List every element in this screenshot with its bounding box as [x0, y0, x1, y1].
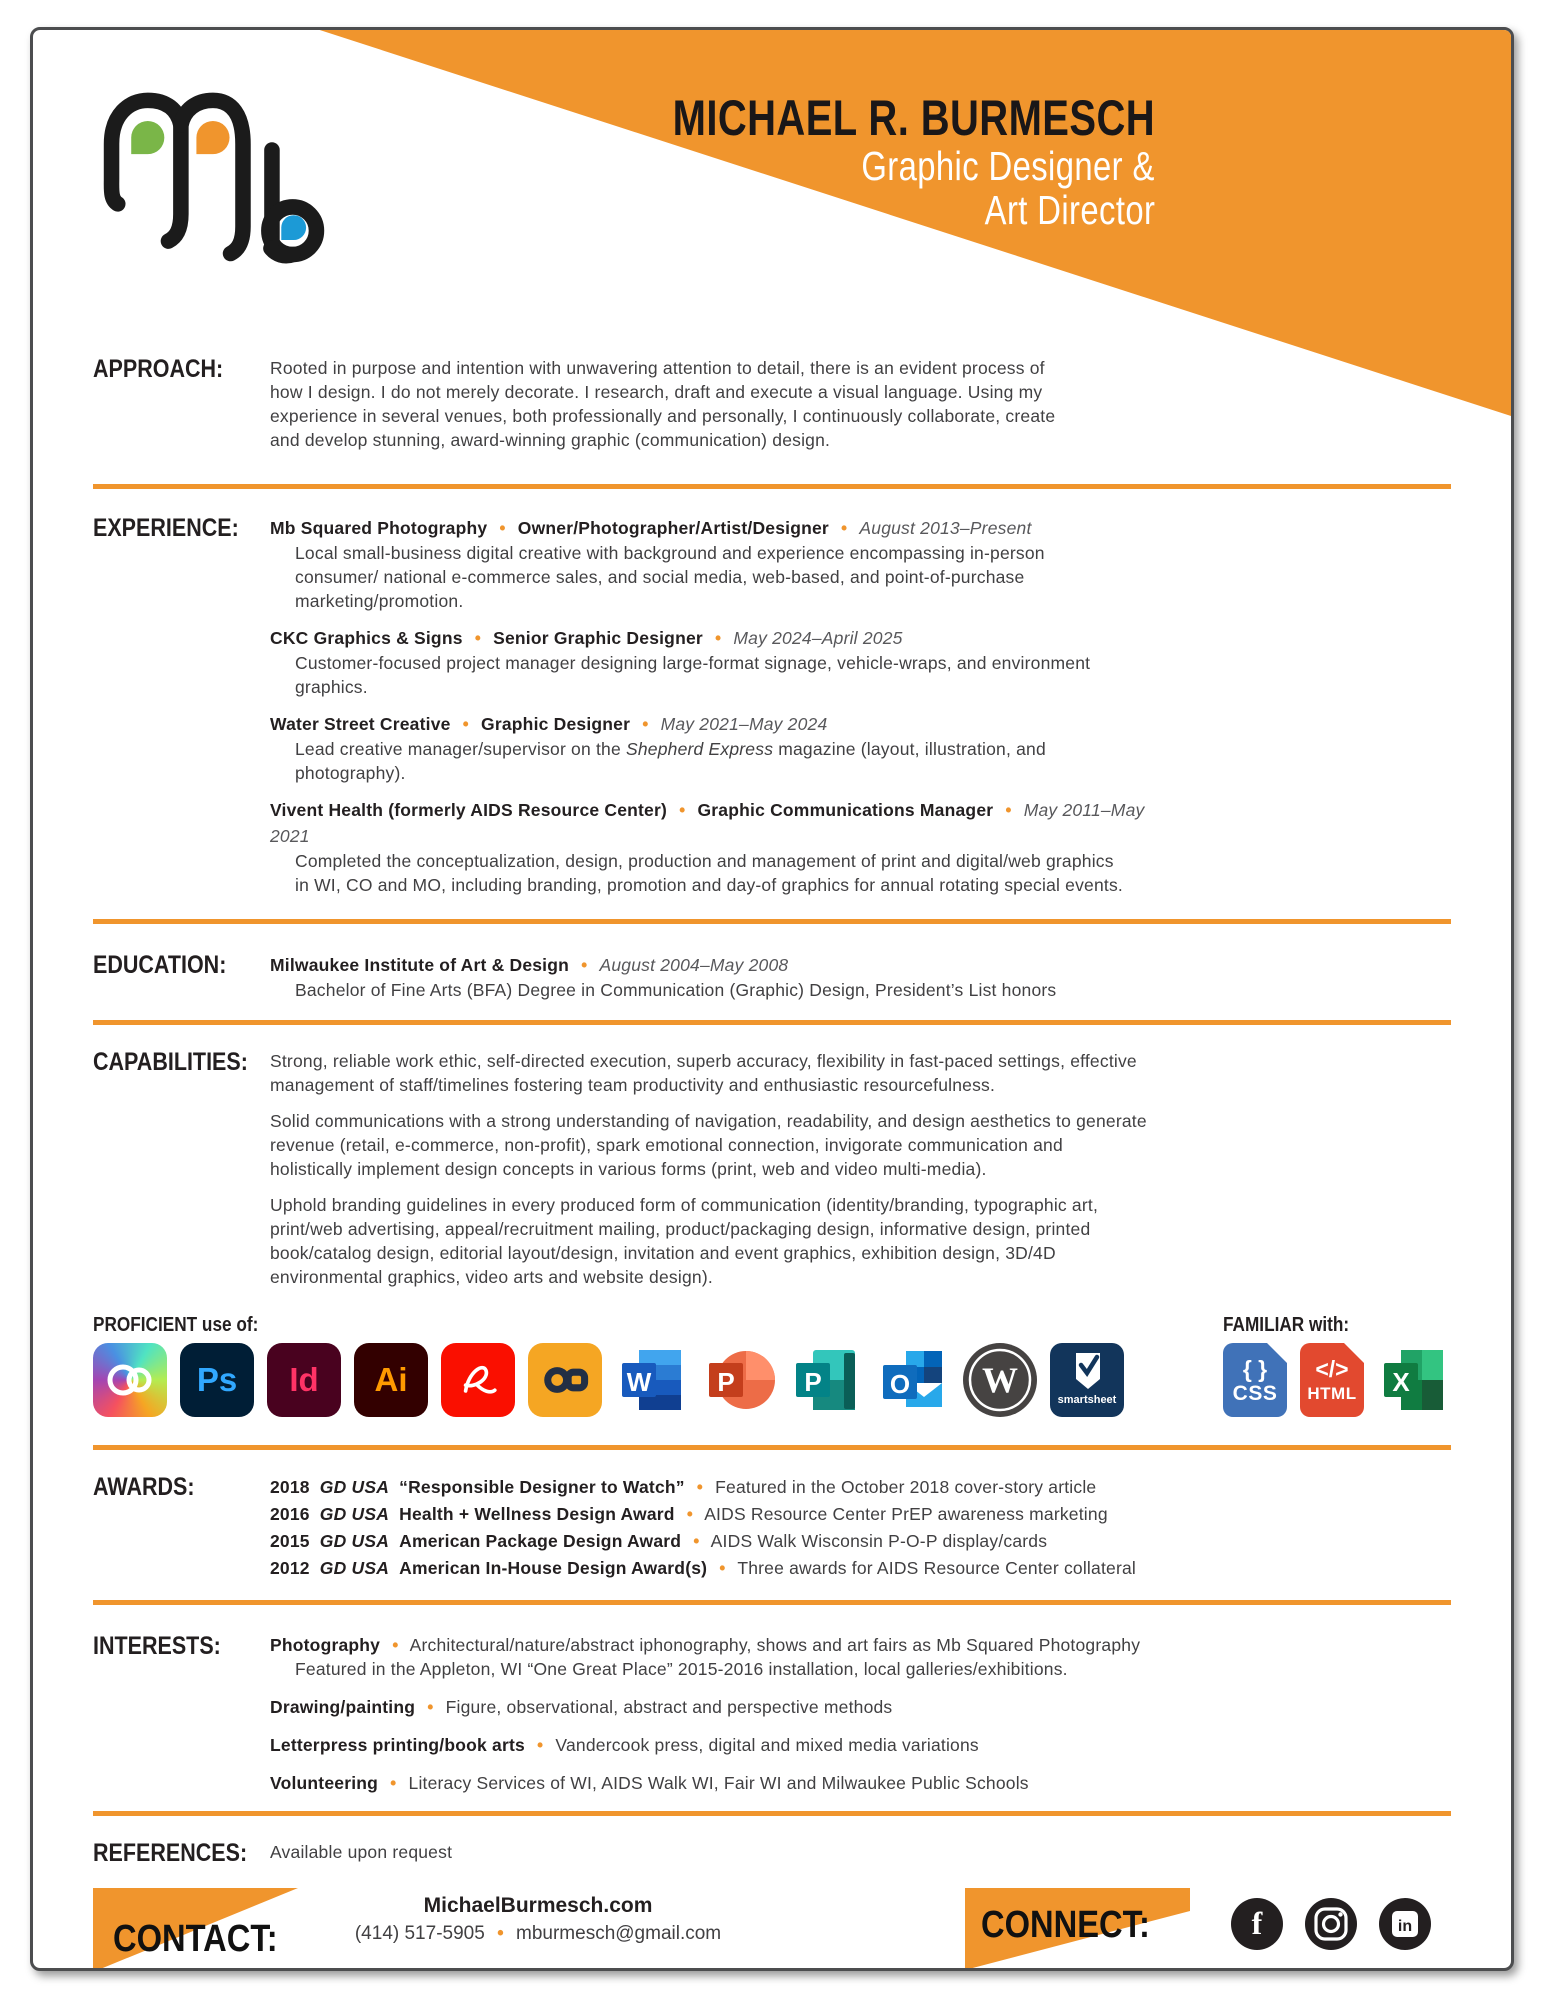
job-header — [270, 797, 1150, 849]
section-divider — [93, 1600, 1451, 1605]
references-heading: REFERENCES: — [93, 1839, 248, 1867]
bullet-separator — [697, 1477, 703, 1497]
bullet-separator — [499, 518, 505, 538]
section-approach — [93, 356, 1451, 452]
contact-info — [323, 1892, 753, 1948]
bullet-separator — [693, 1531, 699, 1551]
award-item — [270, 1501, 1451, 1528]
connect-heading: CONNECT: — [981, 1904, 1150, 1946]
section-capabilities — [93, 1049, 1451, 1301]
experience-item — [270, 711, 1150, 785]
acrobat-icon — [441, 1343, 515, 1417]
award-desc: Featured in the October 2018 cover-story article — [715, 1477, 1097, 1497]
svg-text:P: P — [717, 1367, 735, 1397]
excel-icon — [1377, 1343, 1451, 1417]
award-title: American In-House Design Award(s) — [399, 1558, 708, 1578]
section-references — [93, 1840, 1451, 1866]
person-name: MICHAEL R. BURMESCH — [672, 90, 1155, 146]
job-role: Senior Graphic Designer — [493, 628, 703, 648]
award-item — [270, 1474, 1451, 1501]
section-divider — [93, 1445, 1451, 1450]
proficient-label: PROFICIENT use of: — [93, 1314, 259, 1336]
award-org: GD USA — [319, 1558, 390, 1578]
adobe-creative-cloud-icon — [93, 1343, 167, 1417]
bullet-separator — [719, 1558, 725, 1578]
software-tools-band — [93, 1313, 1451, 1417]
award-org: GD USA — [319, 1531, 390, 1551]
bullet-separator — [687, 1504, 693, 1524]
powerpoint-icon — [702, 1343, 776, 1417]
degree-description: Bachelor of Fine Arts (BFA) Degree in Communication (Graphic) Design, President’s List honors — [295, 980, 1057, 1000]
section-divider — [93, 1811, 1451, 1816]
interest-line — [270, 1633, 1150, 1657]
award-title: Health + Wellness Design Award — [399, 1504, 675, 1524]
award-desc: Three awards for AIDS Resource Center collateral — [737, 1558, 1136, 1578]
indesign-icon: Id — [267, 1343, 341, 1417]
award-title: American Package Design Award — [399, 1531, 682, 1551]
interest-item — [270, 1733, 1150, 1757]
interest-item — [270, 1633, 1150, 1681]
capabilities-paragraph: Uphold branding guidelines in every produced form of communication (identity/branding, typographic art, print/web advertising, appeal/recruitment mailing, product/packaging design, informative design, printed book/catalog design, editorial layout/design, invitation and event graphics, exhibition design, 3D/4D environmental graphics, video arts and website design). — [270, 1195, 1099, 1287]
award-year: 2016 — [270, 1504, 310, 1524]
capabilities-paragraph: Solid communications with a strong understanding of navigation, readability, and design aesthetics to generate revenue (retail, e-commerce, non-profit), spark emotional connection, invigorate communication and holistically implement design concepts in various forms (print, web and video multi-media). — [270, 1111, 1147, 1179]
phone-number[interactable]: (414) 517-5905 — [354, 1923, 485, 1944]
experience-item — [270, 515, 1150, 613]
social-links — [1231, 1898, 1431, 1950]
job-dates: May 2011–May 2021 — [270, 800, 1145, 846]
bullet-separator — [463, 714, 469, 734]
proficient-group — [93, 1313, 1124, 1417]
job-dates: May 2021–May 2024 — [660, 714, 828, 734]
svg-text:W: W — [626, 1367, 652, 1397]
linkedin-icon[interactable] — [1379, 1898, 1431, 1950]
familiar-group — [1223, 1313, 1451, 1417]
interest-name: Photography — [270, 1635, 381, 1655]
job-role: Graphic Designer — [481, 714, 631, 734]
job-dates: May 2024–April 2025 — [733, 628, 903, 648]
job-company: Vivent Health (formerly AIDS Resource Center) — [270, 800, 668, 820]
capabilities-paragraph: Strong, reliable work ethic, self-directed execution, superb accuracy, flexibility in fast-paced settings, effective management of staff/timelines fostering team productivity and enthusiastic resourcefulness. — [270, 1051, 1137, 1095]
bullet-separator — [679, 800, 685, 820]
award-year: 2012 — [270, 1558, 310, 1578]
svg-text:O: O — [889, 1369, 911, 1399]
award-item — [270, 1555, 1451, 1582]
photoshop-icon: Ps — [180, 1343, 254, 1417]
instagram-icon[interactable] — [1305, 1898, 1357, 1950]
capabilities-text — [270, 1049, 1150, 1301]
experience-heading: EXPERIENCE: — [93, 514, 239, 542]
job-company: Water Street Creative — [270, 714, 451, 734]
job-description: Lead creative manager/supervisor on the Shepherd Express magazine (layout, illustration, and photography). — [295, 739, 1046, 783]
css-icon: { } CSS — [1223, 1343, 1287, 1417]
job-description: Completed the conceptualization, design, production and management of print and digital/web graphics in WI, CO and MO, including branding, promotion and day-of graphics for annual rotating special events. — [295, 851, 1123, 895]
job-company: CKC Graphics & Signs — [270, 628, 463, 648]
interest-desc: Figure, observational, abstract and perspective methods — [445, 1697, 893, 1717]
experience-list — [270, 515, 1451, 897]
interests-heading: INTERESTS: — [93, 1632, 221, 1660]
outlook-icon — [876, 1343, 950, 1417]
interest-desc-line2: Featured in the Appleton, WI “One Great Place” 2015-2016 installation, local galleries/exhibitions. — [295, 1659, 1068, 1679]
facebook-icon[interactable]: f — [1231, 1898, 1283, 1950]
interest-desc: Architectural/nature/abstract iphonography, shows and art fairs as Mb Squared Photography — [409, 1635, 1141, 1655]
bullet-separator — [390, 1773, 396, 1793]
contact-heading: CONTACT: — [113, 1918, 278, 1960]
familiar-label: FAMILIAR with: — [1223, 1314, 1350, 1336]
section-experience — [93, 515, 1451, 897]
bullet-separator — [475, 628, 481, 648]
section-divider — [93, 484, 1451, 489]
award-org: GD USA — [319, 1504, 390, 1524]
award-year: 2018 — [270, 1477, 310, 1497]
award-item — [270, 1528, 1451, 1555]
section-divider — [93, 919, 1451, 924]
job-header — [270, 515, 1150, 541]
magazine-name: Shepherd Express — [625, 739, 774, 759]
capabilities-heading: CAPABILITIES: — [93, 1048, 248, 1076]
bullet-separator — [581, 955, 587, 975]
education-header — [270, 952, 1150, 978]
job-role: Graphic Communications Manager — [697, 800, 994, 820]
interest-desc: Vandercook press, digital and mixed media variations — [555, 1735, 979, 1755]
interests-list — [270, 1633, 1451, 1795]
bullet-separator — [841, 518, 847, 538]
award-desc: AIDS Resource Center PrEP awareness marketing — [704, 1504, 1108, 1524]
footer-band — [93, 1888, 1451, 1971]
resume-content — [33, 30, 1511, 1971]
education-heading: EDUCATION: — [93, 951, 227, 979]
smartsheet-icon — [1050, 1343, 1124, 1417]
section-education — [93, 952, 1451, 1002]
job-title-line-2: Art Director — [984, 187, 1155, 233]
award-org: GD USA — [319, 1477, 390, 1497]
job-header — [270, 625, 1150, 651]
illustrator-icon: Ai — [354, 1343, 428, 1417]
education-dates: August 2004–May 2008 — [599, 955, 789, 975]
section-awards — [93, 1474, 1451, 1582]
job-description: Local small-business digital creative with background and experience encompassing in-person consumer/ national e-commerce sales, and social media, web-based, and point-of-purchase marketing/promotion. — [295, 543, 1045, 611]
email-link[interactable]: mburmesch@gmail.com — [516, 1923, 722, 1944]
bullet-separator — [537, 1735, 543, 1755]
job-role: Owner/Photographer/Artist/Designer — [517, 518, 829, 538]
job-description: Customer-focused project manager designing large-format signage, vehicle-wraps, and environment graphics. — [295, 653, 1091, 697]
bullet-separator — [392, 1635, 398, 1655]
award-desc: AIDS Walk Wisconsin P-O-P display/cards — [710, 1531, 1048, 1551]
word-icon — [615, 1343, 689, 1417]
proficient-icons — [93, 1343, 1124, 1417]
interest-name: Letterpress printing/book arts — [270, 1735, 525, 1755]
section-divider — [93, 1020, 1451, 1025]
interest-name: Drawing/painting — [270, 1697, 416, 1717]
resume-page — [30, 27, 1514, 1971]
interest-desc: Literacy Services of WI, AIDS Walk WI, Fair WI and Milwaukee Public Schools — [408, 1773, 1029, 1793]
svg-text:P: P — [804, 1367, 822, 1397]
svg-text:in: in — [1397, 1918, 1413, 1935]
approach-heading: APPROACH: — [93, 355, 224, 383]
creative-cloud-libraries-link-icon — [528, 1343, 602, 1417]
job-title-line-1: Graphic Designer & — [861, 143, 1155, 189]
award-title: “Responsible Designer to Watch” — [399, 1477, 685, 1497]
svg-text:X: X — [1392, 1367, 1410, 1397]
education-entry — [270, 952, 1150, 1002]
interest-name: Volunteering — [270, 1773, 379, 1793]
experience-item — [270, 625, 1150, 699]
file-fold — [1267, 1343, 1287, 1363]
svg-text:smartsheet: smartsheet — [1057, 1394, 1117, 1406]
interest-item — [270, 1771, 1150, 1795]
bullet-separator — [642, 714, 648, 734]
awards-heading: AWARDS: — [93, 1473, 195, 1501]
bullet-separator — [427, 1697, 433, 1717]
job-company: Mb Squared Photography — [270, 518, 488, 538]
approach-text: Rooted in purpose and intention with unwavering attention to detail, there is an evident process of how I design. I do not merely decorate. I research, draft and execute a visual language. Using my experience in several venues, both professionally and personally, I continuously collaborate, create and develop stunning, award-winning graphic (communication) design. — [270, 358, 1056, 450]
svg-text:W: W — [982, 1360, 1018, 1400]
publisher-icon — [789, 1343, 863, 1417]
job-dates: August 2013–Present — [859, 518, 1032, 538]
award-year: 2015 — [270, 1531, 310, 1551]
bullet-separator — [715, 628, 721, 648]
job-header — [270, 711, 1150, 737]
familiar-icons — [1223, 1343, 1451, 1417]
wordpress-icon — [963, 1343, 1037, 1417]
file-fold — [1344, 1343, 1364, 1363]
school-name: Milwaukee Institute of Art & Design — [270, 955, 570, 975]
phone-email-line — [323, 1920, 753, 1948]
awards-list — [270, 1474, 1451, 1582]
interest-item — [270, 1695, 1150, 1719]
references-text: Available upon request — [270, 1842, 453, 1862]
section-interests — [93, 1633, 1451, 1795]
bullet-separator — [497, 1923, 504, 1944]
bullet-separator — [1005, 800, 1011, 820]
html-icon: </> HTML — [1300, 1343, 1364, 1417]
website-link[interactable]: MichaelBurmesch.com — [423, 1894, 653, 1917]
experience-item — [270, 797, 1150, 897]
